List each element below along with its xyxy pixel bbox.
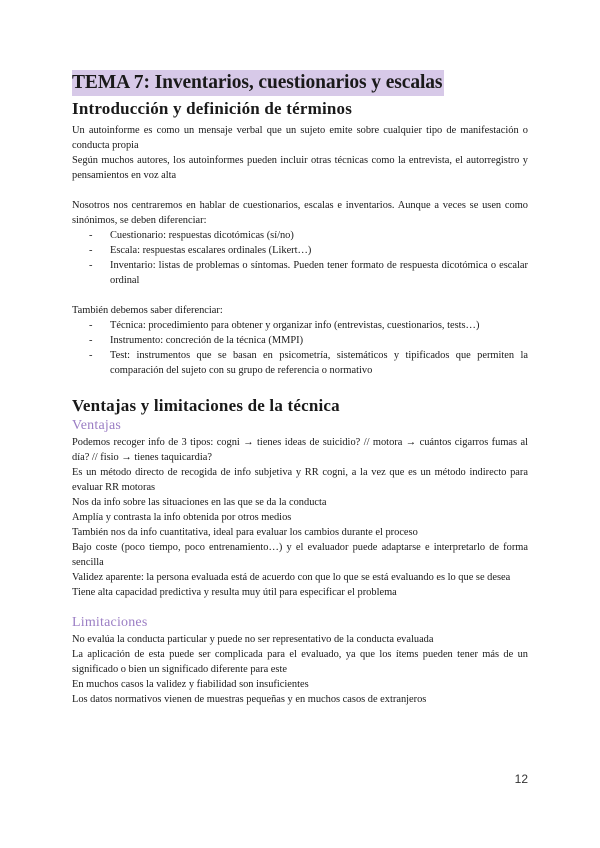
paragraph: Podemos recoger info de 3 tipos: cogni → tienes ideas de suicidio? // motora → cuántos cigarros fumas al día? // fisio → tienes taquicardia?	[72, 437, 528, 463]
paragraph: También nos da info cuantitativa, ideal para evaluar los cambios durante el proceso	[72, 527, 418, 538]
subheading-ventajas: Ventajas	[72, 418, 122, 433]
section-heading-intro: Introducción y definición de términos	[72, 99, 353, 118]
paragraph: Es un método directo de recogida de info subjetiva y RR cogni, a la vez que es un método indirecto para evaluar RR motoras	[72, 467, 528, 493]
section-heading-ventajas-limitaciones: Ventajas y limitaciones de la técnica	[72, 396, 340, 415]
list-item: - Test: instrumentos que se basan en psicometría, sistemáticos y tipificados que permiten la comparación del sujeto con su grupo de referencia o normativo	[72, 348, 528, 378]
paragraph: Nos da info sobre las situaciones en las que se da la conducta	[72, 497, 327, 508]
list-item: - Cuestionario: respuestas dicotómicas (sí/no)	[72, 228, 528, 243]
paragraph: Según muchos autores, los autoinformes pueden incluir otras técnicas como la entrevista, el autorregistro y pensamientos en voz alta	[72, 155, 528, 181]
paragraph: Bajo coste (poco tiempo, poco entrenamiento…) y el evaluador puede adaptarse e interpretarlo de forma sencilla	[72, 542, 528, 568]
paragraph: También debemos saber diferenciar:	[72, 305, 223, 316]
paragraph: Los datos normativos vienen de muestras pequeñas y en muchos casos de extranjeros	[72, 694, 427, 705]
paragraph: Validez aparente: la persona evaluada está de acuerdo con que lo que se está evaluando es lo que se desea	[72, 572, 511, 583]
differences-list	[72, 318, 528, 378]
list-item: - Inventario: listas de problemas o síntomas. Pueden tener formato de respuesta dicotómica o escalar ordinal	[72, 258, 528, 288]
list-item: - Escala: respuestas escalares ordinales (Likert…)	[72, 243, 528, 258]
paragraph: Amplía y contrasta la info obtenida por otros medios	[72, 512, 292, 523]
page-title: TEMA 7: Inventarios, cuestionarios y escalas	[72, 70, 444, 96]
definitions-list	[72, 228, 528, 288]
list-item: - Instrumento: concreción de la técnica (MMPI)	[72, 333, 528, 348]
subheading-limitaciones: Limitaciones	[72, 615, 148, 630]
paragraph: No evalúa la conducta particular y puede no ser representativo de la conducta evaluada	[72, 634, 434, 645]
paragraph: En muchos casos la validez y fiabilidad son insuficientes	[72, 679, 309, 690]
paragraph: Un autoinforme es como un mensaje verbal que un sujeto emite sobre cualquier tipo de manifestación o conducta propia	[72, 125, 528, 151]
paragraph: Tiene alta capacidad predictiva y resulta muy útil para especificar el problema	[72, 587, 397, 598]
paragraph: Nosotros nos centraremos en hablar de cuestionarios, escalas e inventarios. Aunque a veces se usen como sinónimos, se deben diferenciar:	[72, 200, 528, 226]
list-item: - Técnica: procedimiento para obtener y organizar info (entrevistas, cuestionarios, tests…)	[72, 318, 528, 333]
document-page	[72, 70, 528, 707]
paragraph: La aplicación de esta puede ser complicada para el evaluado, ya que los ítems pueden tener más de un significado o bien un significado diferente para este	[72, 649, 528, 675]
page-number: 12	[514, 772, 528, 786]
